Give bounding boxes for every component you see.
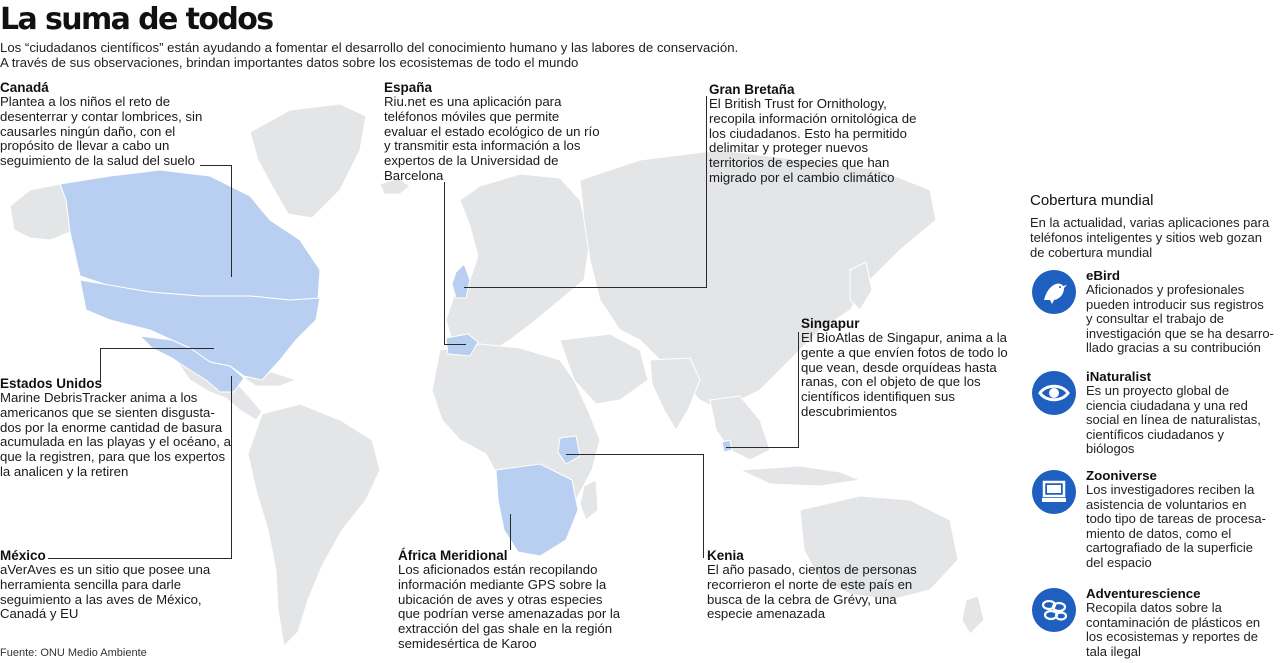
leader-uk-v [706, 96, 707, 288]
app-text: Recopila datos sobre la contaminación de plásticos en los ecosistemas y reportes de tala ilegal [1086, 600, 1261, 659]
country-text: Plantea a los niños el reto de desenterrar y contar lombrices, sin causarles ningún daño, con el propósito de llevar a cabo un seguimiento de la salud del suelo [0, 94, 203, 169]
intro-text [0, 40, 760, 70]
country-text: Riu.net es una aplicación para teléfonos móviles que permite evaluar el estado ecológico de un río y transmitir esta información a los expertos de la Universidad de Barcelona [384, 94, 600, 183]
leader-spain-v [444, 182, 445, 344]
country-box-uk [709, 82, 949, 186]
southeast-asia-shape [710, 396, 770, 460]
india-shape [650, 358, 700, 430]
app-adventurescience [1030, 586, 1280, 662]
country-text: Los aficionados están recopilando información mediante GPS sobre la ubicación de aves y otras especies que podrían verse amenazadas por la extracción del gas shale en la región semidesértica de Karoo [398, 562, 621, 651]
sidebar-intro: En la actualidad, varias aplicaciones para teléfonos inteligentes y sitios web gozan de cobertura mundial [1030, 215, 1270, 260]
singapore-shape [722, 440, 732, 452]
country-name: Singapur [801, 316, 860, 331]
uk-shape [452, 264, 470, 298]
source-credit: Fuente: ONU Medio Ambiente [0, 647, 147, 659]
country-name: Kenia [707, 548, 744, 563]
leader-spain-h [444, 344, 466, 345]
alaska-shape [10, 184, 70, 240]
south-america-shape [248, 404, 380, 646]
leader-kenya-v [703, 454, 704, 558]
intro-line-2: A través de sus observaciones, brindan importantes datos sobre los ecosistemas de todo el mundo [0, 55, 579, 70]
app-name: iNaturalist [1086, 369, 1152, 384]
app-name: eBird [1086, 268, 1120, 283]
country-name: Gran Bretaña [709, 82, 795, 97]
country-box-canada [0, 80, 230, 169]
country-box-spain [384, 80, 604, 184]
leader-singapore-v [798, 332, 799, 448]
app-name: Zooniverse [1086, 468, 1157, 483]
country-text: El año pasado, cientos de personas recorrieron el norte de este país en busca de la cebra de Grévy, una especie amenazada [707, 562, 917, 622]
leader-canada-v [231, 165, 232, 277]
greenland-shape [250, 104, 366, 218]
leader-southern-africa-v [510, 514, 511, 550]
country-box-mexico [0, 548, 240, 622]
europe-shape [446, 174, 590, 352]
country-name: Estados Unidos [0, 376, 103, 391]
waste-icon [1032, 588, 1076, 632]
country-name: España [384, 80, 433, 95]
page-title: La suma de todos [0, 2, 273, 37]
country-box-southern-africa [398, 548, 648, 652]
leader-usa-h [100, 348, 214, 349]
app-ebird [1030, 268, 1280, 358]
eye-icon [1032, 371, 1076, 415]
app-text: Aficionados y profesionales pueden introducir sus registros y consultar el trabajo de investigación que se ha desarro- llado gracias a su contribución [1086, 282, 1274, 356]
leader-uk-h [464, 287, 707, 288]
country-text: El British Trust for Ornithology, recopila información ornitológica de los ciudadanos. Esto ha permitido delimitar y proteger nuevos territorios de especies que han migrado por el cambio climático [709, 96, 917, 185]
country-text: Marine DebrisTracker anima a los americanos que se sienten disgusta- dos por la enorme cantidad de basura acumulada en las playas y el océano, a que la registren, para que los expertos la analicen y la retiren [0, 390, 231, 479]
bird-icon [1032, 270, 1076, 314]
app-text: Es un proyecto global de ciencia ciudadana y una red social en línea de naturalistas, científicos ciudadanos y biólogos [1086, 383, 1261, 457]
intro-line-1: Los “ciudadanos científicos” están ayudando a fomentar el desarrollo del conocimiento humano y las labores de conservación. [0, 40, 739, 55]
leader-singapore-h [726, 447, 799, 448]
app-text: Los investigadores reciben la asistencia de voluntarios en todo tipo de tareas de procesa- miento de datos, como el cartografiado de la superficie del espacio [1086, 482, 1266, 570]
country-text: aVerAves es un sitio que posee una herramienta sencilla para darle seguimiento a las aves de México, Canadá y EU [0, 562, 211, 622]
computer-icon [1032, 470, 1076, 514]
country-name: África Meridional [398, 548, 508, 563]
sidebar-title: Cobertura mundial [1030, 192, 1154, 209]
app-name: Adventurescience [1086, 586, 1201, 601]
country-box-singapore [801, 316, 1021, 420]
new-zealand-shape [962, 596, 984, 634]
country-box-usa [0, 376, 240, 480]
leader-kenya-h [566, 454, 704, 455]
country-box-kenya [707, 548, 947, 622]
indonesia-shape [740, 466, 860, 486]
country-name: México [0, 548, 46, 563]
country-text: El BioAtlas de Singapur, anima a la gente a que envíen fotos de todo lo que vean, desde orquídeas hasta ranas, con el objeto de que los científicos identifiquen sus descubrimientos [801, 330, 1008, 419]
app-zooniverse [1030, 468, 1280, 578]
southern-africa-shape [496, 464, 578, 556]
country-name: Canadá [0, 80, 49, 95]
global-coverage-panel [1030, 192, 1280, 260]
app-inaturalist [1030, 369, 1280, 459]
